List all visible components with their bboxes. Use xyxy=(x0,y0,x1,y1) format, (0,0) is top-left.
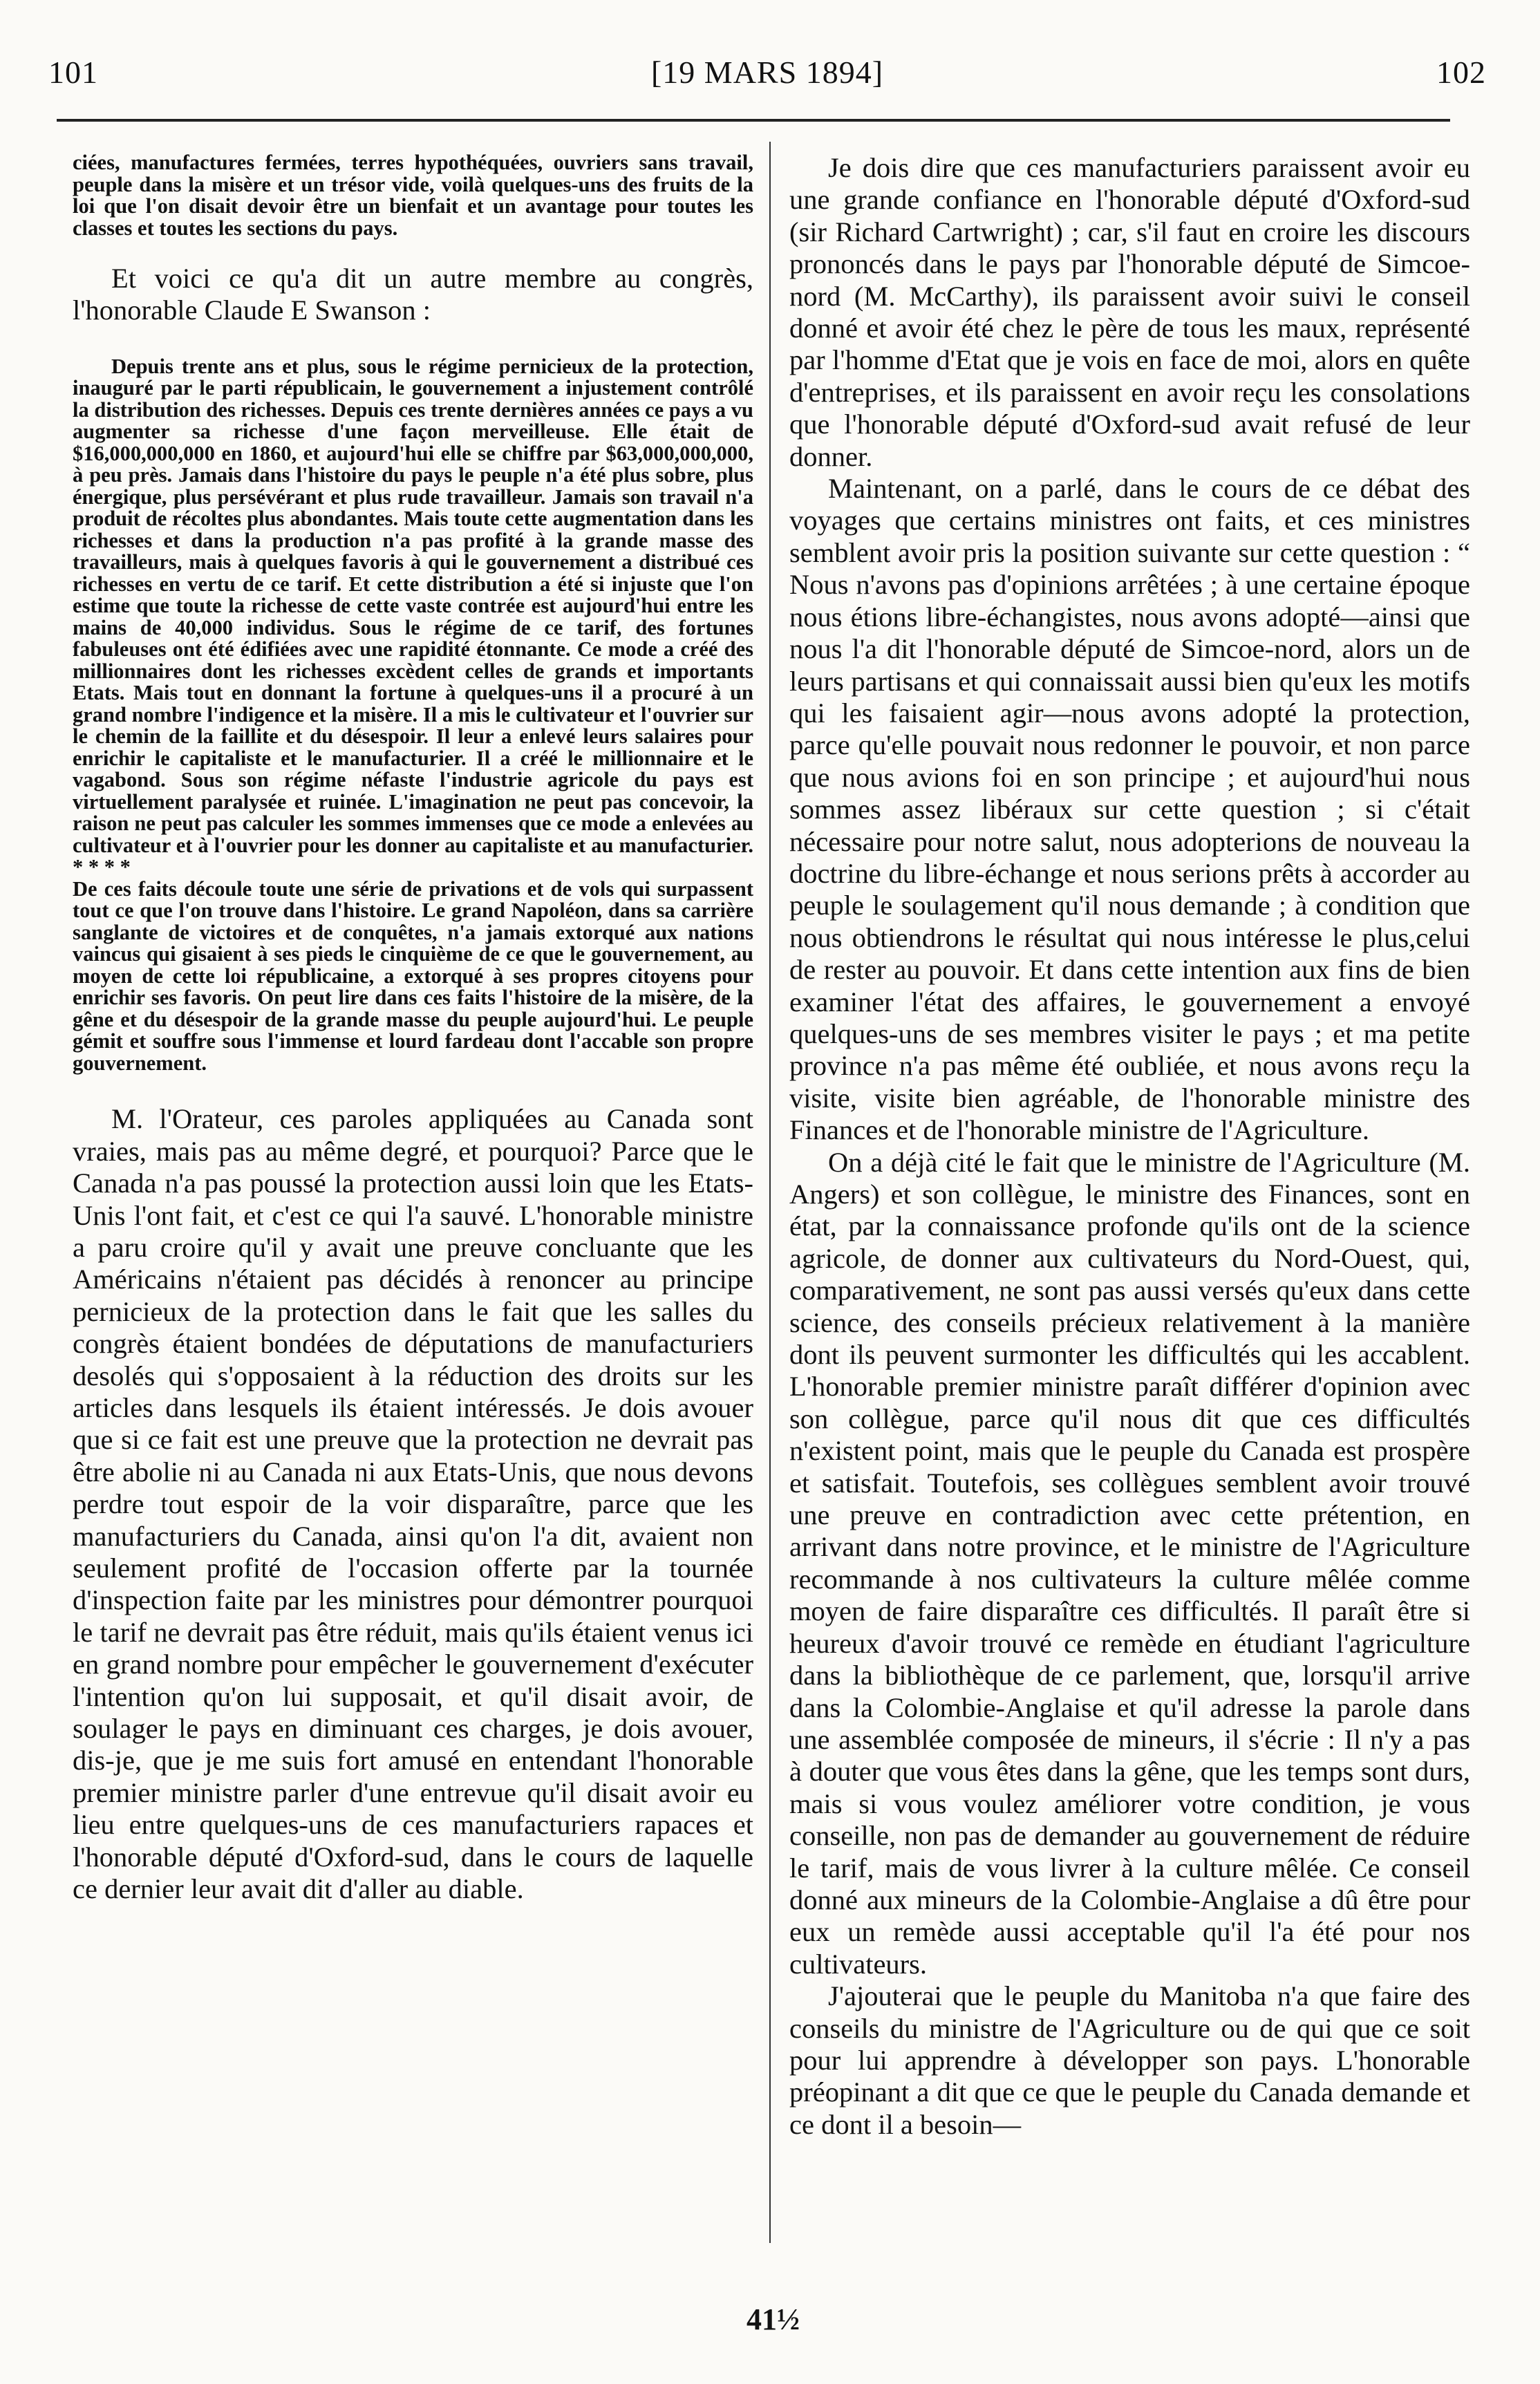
header-date: [19 MARS 1894] xyxy=(650,55,884,90)
quoted-passage-continuation: ciées, manufactures fermées, terres hypothéquées, ouvriers sans travail, peuple dans la misère et un trésor vide, voilà quelques-uns des fruits de la loi que l'on disait devoir être un bienfait et un avantage pour toutes les classes et toutes les sections du pays. xyxy=(73,151,753,240)
agriculture-paragraph: On a déjà cité le fait que le ministre de l'Agriculture (M. Angers) et son collègue, le ministre des Finances, sont en état, par la connaissance profonde qu'ils ont de la science agricole, de donner aux cultivateurs du Nord-Ouest, qui, comparativement, ne sont pas aussi versés qu'eux dans cette science, des conseils précieux relativement à la manière dont ils peuvent surmonter les difficultés qui les accablent. L'honorable premier ministre paraît différer d'opinion avec son collègue, parce qu'il nous dit que ces difficultés n'existent point, mais que le peuple du Canada est prospère et satisfait. Toutefois, ses collègues semblent avoir trouvé une preuve en contradiction avec cette prétention, en arrivant dans notre province, et le ministre de l'Agriculture recommande à nos cultivateurs la culture mêlée comme moyen de faire disparaître ces difficultés. Il paraît être si heureux d'avoir trouvé ce remède en étudiant l'agriculture dans la bibliothèque de ce parlement, que, lorsqu'il arrive dans la Colombie-Anglaise et qu'il adresse la parole dans une assemblée composée de mineurs, il s'écrie : Il n'y a pas à douter que vous êtes dans la gêne, que les temps sont durs, mais si vous voulez améliorer votre condition, je vous conseille, non pas de demander au gouvernement de réduire le tarif, mais de vous livrer à la culture mêlée. Ce conseil donné aux mineurs de la Colombie-Anglaise a dû être pour eux un remède aussi acceptable qu'il l'a été pour nos cultivateurs. xyxy=(789,1146,1470,1980)
column-divider xyxy=(769,142,771,2243)
page-number-right: 102 xyxy=(1436,55,1486,90)
swanson-quote-continued: De ces faits découle toute une série de privations et de vols qui surpassent tout ce que l'on trouve dans l'histoire. Le grand Napoléon, dans sa carrière sanglante de victoires et de conquêtes, n'a jamais extorqué aux nations vaincus qui gisaient à ses pieds le cinquième de ce que le gouvernement, au moyen de cette loi républicaine, a extorqué à ses propres citoyens pour enrichir ses favoris. On peut lire dans ces faits l'histoire de la misère, de la gêne et du désespoir de la grande masse du peuple aujourd'hui. Le peuple gémit et souffre sous l'immense et lourd fardeau dont l'accable son propre gouvernement. xyxy=(73,876,753,1075)
orateur-paragraph: M. l'Orateur, ces paroles appliquées au Canada sont vraies, mais pas au même degré, et pourquoi? Parce que le Canada n'a pas poussé la protection aussi loin que les Etats-Unis l'ont fait, et c'est ce qui l'a sauvé. L'honorable ministre a paru croire qu'il y avait une preuve concluante que les Américains n'étaient pas décidés à renoncer au principe pernicieux de la protection dans le fait que les salles du congrès étaient bondées de députations de manufacturiers desolés qui s'opposaient à la réduction des droits sur les articles dans lesquels ils étaient intéressés. Je dois avouer que si ce fait est une preuve que la protection ne devrait pas être abolie ni au Canada ni aux Etats-Unis, que nous devons perdre tout espoir de la voir disparaître, parce que les manufacturiers du Canada, ainsi qu'on l'a dit, avaient non seulement profité de l'occasion offerte par la tournée d'inspection faite par les ministres pour démontrer pourquoi le tarif ne devrait pas être réduit, mais qu'ils étaient venus ici en grand nombre pour empêcher le gouvernement d'exécuter l'intention qu'on lui supposait, et qu'il disait avoir, de soulager le pays en diminuant ces charges, je dois avouer, dis-je, que je me suis fort amusé en entendant l'honorable premier ministre parler d'une entrevue qu'il disait avoir eu lieu entre quelques-uns de ces manufacturiers rapaces et l'honorable député d'Oxford-sud, dans le cours de laquelle ce dernier leur avait dit d'aller au diable. xyxy=(73,1103,753,1905)
left-column xyxy=(73,152,753,1905)
manufacturers-paragraph: Je dois dire que ces manufacturiers paraissent avoir eu une grande confiance en l'honorable député d'Oxford-sud (sir Richard Cartwright) ; car, s'il faut en croire les discours prononcés dans le pays par l'honorable député de Simcoe-nord (M. McCarthy), ils paraissent avoir suivi le conseil donné et avoir été chez le père de tous les maux, représenté par l'homme d'Etat que je vois en face de moi, alors en quête d'entreprises, et ils paraissent en avoir reçu les consolations que l'honorable député d'Oxford-sud avait refusé de leur donner. xyxy=(789,152,1470,472)
page-header xyxy=(41,39,1493,94)
header-rule xyxy=(57,119,1450,122)
page-number-left: 101 xyxy=(48,55,98,90)
ministers-travel-paragraph: Maintenant, on a parlé, dans le cours de ce débat des voyages que certains ministres ont faits, et ces ministres semblent avoir pris la position suivante sur cette question : “ Nous n'avons pas d'opinions arrêtées ; à une certaine époque nous étions libre-échangistes, nous avons adopté—ainsi que nous l'a dit l'honorable député de Simcoe-nord, alors un de leurs partisans et qui connaissait aussi bien qu'eux les motifs qui les faisaient agir—nous avons adopté la protection, parce qu'elle pouvait nous redonner le pouvoir, et non parce que nous avions foi en son principe ; et aujourd'hui nous sommes assez libéraux sur cette question ; si c'était nécessaire pour notre salut, nous adopterions de nouveau la doctrine du libre-échange et nous serions prêts à accorder au peuple le soulagement qu'il nous demande ; à condition que nous obtiendrons le résultat qui nous intéresse le plus,celui de rester au pouvoir. Et dans cette intention aux fins de bien examiner l'état des affaires, le gouvernement a envoyé quelques-uns de ses membres visiter le pays ; et ma petite province n'a pas même été oubliée, et nous avons reçu la visite, visite bien agréable, de l'honorable ministre des Finances et de l'honorable ministre de l'Agriculture. xyxy=(789,473,1470,1146)
right-column xyxy=(789,152,1470,2141)
intro-paragraph: Et voici ce qu'a dit un autre membre au congrès, l'honorable Claude E Swanson : xyxy=(73,263,753,326)
signature-mark: 41½ xyxy=(746,2302,800,2336)
manitoba-paragraph: J'ajouterai que le peuple du Manitoba n'a que faire des conseils du ministre de l'Agriculture ou de qui que ce soit pour lui apprendre à développer son pays. L'honorable préopinant a dit que ce que le peuple du Canada demande et ce dont il a besoin— xyxy=(789,1980,1470,2140)
swanson-quote: Depuis trente ans et plus, sous le régime pernicieux de la protection, inauguré par le parti républicain, le gouvernement a injustement contrôlé la distribution des richesses. Depuis ces trente dernières années ce pays a vu augmenter sa richesse d'une façon merveilleuse. Elle était de $16,000,000,000 en 1860, et aujourd'hui elle se chiffre par $63,000,000,000, à peu près. Jamais dans l'histoire du pays le peuple n'a été plus sobre, plus énergique, plus persévérant et plus rude travailleur. Jamais son travail n'a produit de récoltes plus abondantes. Mais toute cette augmentation dans les richesses et dans la production n'a pas profité à la grande masse des travailleurs, mais à quelques favoris à qui le gouvernement a distribué ces richesses en vertu de ce tarif. Et cette distribution a été si injuste que l'on estime que toute la richesse de cette vaste contrée est aujourd'hui entre les mains de 40,000 individus. Sous le régime de ce tarif, des fortunes fabuleuses ont été édifiées avec une rapidité étonnante. Ce mode a créé des millionnaires dont les richesses excèdent celles de grands et importants Etats. Mais tout en donnant la fortune à quelques-uns il a procuré à un grand nombre l'indigence et la misère. Il a mis le cultivateur et l'ouvrier sur le chemin de la faillite et du désespoir. Il leur a enlevé leurs salaires pour enrichir le capitaliste et le manufacturier. Il a créé le millionnaire et le vagabond. Sous son régime néfaste l'industrie agricole du pays est virtuellement paralysée et ruinée. L'imagination ne peut pas concevoir, la raison ne peut pas calculer les sommes immenses que ce mode a enlevées au cultivateur et à l'ouvrier pour les donner au capitaliste et au manufacturier. * * * * xyxy=(73,354,753,879)
